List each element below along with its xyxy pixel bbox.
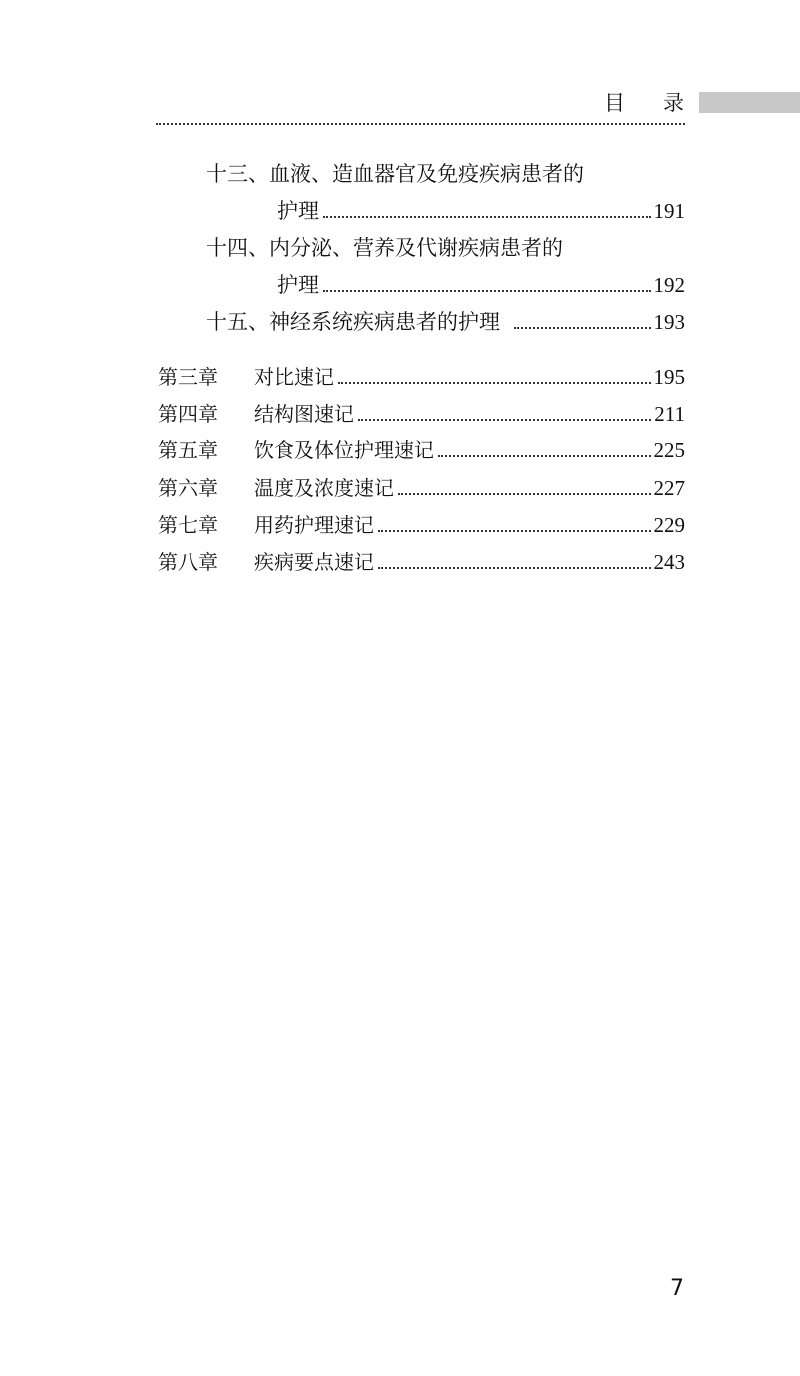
toc-page-number: 191 [653, 199, 685, 223]
toc-page-number: 192 [653, 273, 685, 297]
toc-entry-label: 护理 [277, 199, 319, 223]
chapter-title: 温度及浓度速记 [254, 476, 394, 500]
chapter-title: 用药护理速记 [254, 513, 374, 537]
chapter-title: 饮食及体位护理速记 [254, 438, 434, 462]
toc-page-number: 225 [653, 438, 685, 462]
dot-leader [338, 382, 651, 384]
toc-chapter-3[interactable] [158, 361, 685, 393]
toc-page-number: 229 [653, 513, 685, 537]
dot-leader [323, 290, 651, 292]
chapter-number: 第四章 [158, 402, 218, 426]
chapter-title: 疾病要点速记 [254, 550, 374, 574]
dot-leader [438, 455, 651, 457]
toc-page-number: 211 [654, 402, 685, 426]
toc-section-15[interactable] [206, 306, 685, 338]
header-tab-marker [699, 92, 800, 113]
toc-entry-label: 十五、神经系统疾病患者的护理 [206, 310, 500, 334]
toc-page-number: 193 [653, 310, 685, 334]
toc-entry-label: 护理 [277, 273, 319, 297]
toc-section-14-line1: 十四、内分泌、营养及代谢疾病患者的 [206, 236, 563, 260]
chapter-number: 第五章 [158, 438, 218, 462]
dot-leader [398, 493, 651, 495]
toc-chapter-6[interactable] [158, 472, 685, 504]
header-divider [156, 123, 685, 125]
chapter-number: 第三章 [158, 365, 218, 389]
toc-section-13[interactable] [277, 195, 685, 227]
chapter-number: 第七章 [158, 513, 218, 537]
dot-leader [514, 327, 651, 329]
dot-leader [323, 216, 651, 218]
toc-chapter-7[interactable] [158, 509, 685, 541]
chapter-title: 对比速记 [254, 365, 334, 389]
toc-chapter-4[interactable] [158, 398, 685, 430]
chapter-title: 结构图速记 [254, 402, 354, 426]
page-header-title [604, 86, 684, 120]
toc-page-number: 195 [653, 365, 685, 389]
toc-page-number: 227 [653, 476, 685, 500]
chapter-number: 第八章 [158, 550, 218, 574]
dot-leader [358, 419, 651, 421]
toc-section-14[interactable] [277, 269, 685, 301]
toc-chapter-5[interactable] [158, 434, 685, 466]
chapter-number: 第六章 [158, 476, 218, 500]
header-title-char-2: 录 [663, 91, 684, 115]
header-title-char-1: 目 [604, 91, 625, 115]
page-number: 7 [670, 1276, 684, 1301]
dot-leader [378, 567, 651, 569]
dot-leader [378, 530, 651, 532]
toc-page-number: 243 [653, 550, 685, 574]
toc-chapter-8[interactable] [158, 546, 685, 578]
toc-section-13-line1: 十三、血液、造血器官及免疫疾病患者的 [206, 162, 584, 186]
